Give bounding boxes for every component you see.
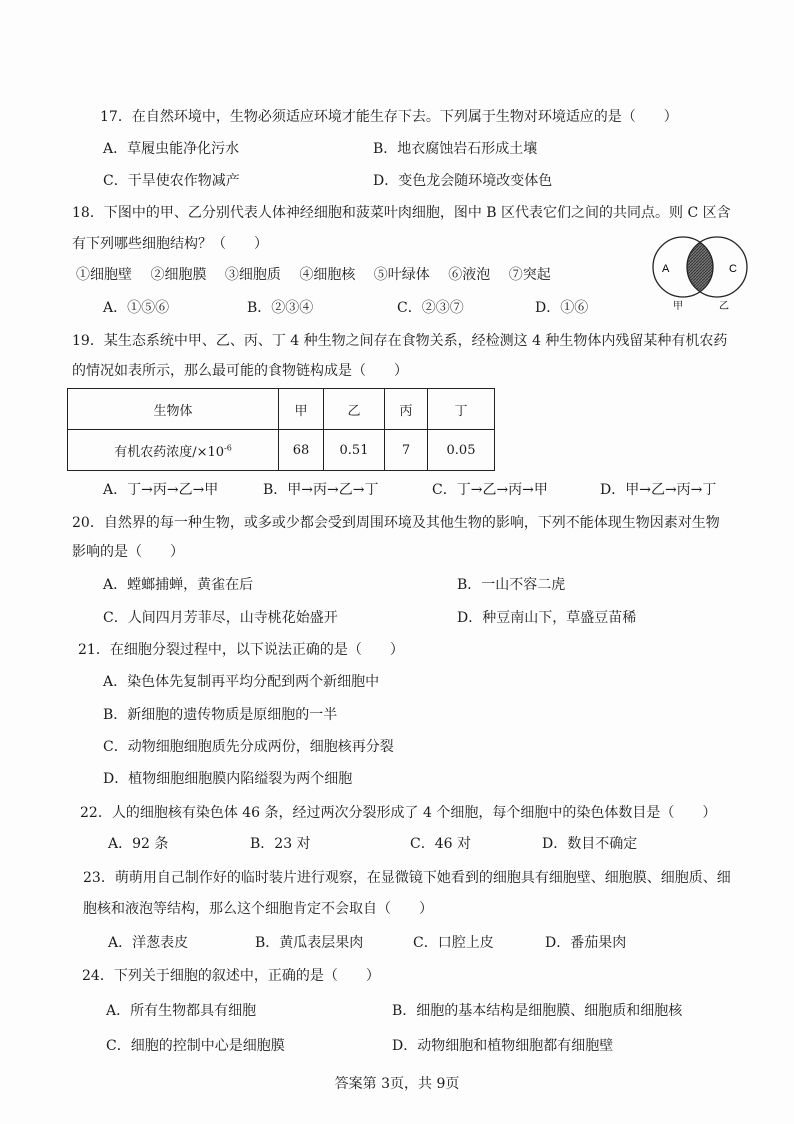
q18-option-d: D．①⑥ xyxy=(535,300,589,316)
q21-option-c: C．动物细胞细胞质先分成两份，细胞核再分裂 xyxy=(103,739,394,755)
q23-option-d: D．番茄果肉 xyxy=(545,935,627,951)
q19-option-b: B．甲→丙→乙→丁 xyxy=(263,482,379,498)
q20-stem-line2: 影响的是（ ） xyxy=(72,544,184,560)
table-row xyxy=(68,430,495,471)
q20-option-a: A．螳螂捕蝉，黄雀在后 xyxy=(103,577,254,593)
q22-stem: 22．人的细胞核有染色体 46 条，经过两次分裂形成了 4 个细胞，每个细胞中的染色体数目是（ ） xyxy=(80,805,717,821)
q17-option-a: A．草履虫能净化污水 xyxy=(103,141,240,157)
q21-stem: 21．在细胞分裂过程中，以下说法正确的是（ ） xyxy=(78,642,404,658)
q24-option-a: A．所有生物都具有细胞 xyxy=(106,1003,257,1019)
q17-stem: 17．在自然环境中，生物必须适应环境才能生存下去。下列属于生物对环境适应的是（ ） xyxy=(100,109,678,125)
q19-stem-line1: 19．某生态系统中甲、乙、丙、丁 4 种生物之间存在食物关系，经检测这 4 种生物体内残留某种有机农药 xyxy=(72,333,728,349)
q24-option-d: D．动物细胞和植物细胞都有细胞壁 xyxy=(392,1038,614,1054)
venn-diagram xyxy=(645,236,755,314)
q24-option-b: B．细胞的基本结构是细胞膜、细胞质和细胞核 xyxy=(392,1003,683,1019)
venn-name-left: 甲 xyxy=(673,301,683,312)
q18-option-a: A．①⑤⑥ xyxy=(103,300,170,316)
q23-option-a: A．洋葱表皮 xyxy=(108,935,189,951)
q22-option-a: A．92 条 xyxy=(108,836,169,852)
q23-stem-line2: 胞核和液泡等结构，那么这个细胞肯定不会取自（ ） xyxy=(83,901,433,917)
q18-structure-list: ①细胞壁 ②细胞膜 ③细胞质 ④细胞核 ⑤叶绿体 ⑥液泡 ⑦突起 xyxy=(76,267,551,283)
q18-stem-line1: 18．下图中的甲、乙分别代表人体神经细胞和菠菜叶肉细胞，图中 B 区代表它们之间的共同点。则 C 区含 xyxy=(72,205,731,221)
table-header-jia: 甲 xyxy=(279,389,324,430)
q22-option-c: C．46 对 xyxy=(410,836,471,852)
q20-option-c: C．人间四月芳菲尽，山寺桃花始盛开 xyxy=(103,610,338,626)
venn-label-a: A xyxy=(662,263,670,275)
q19-option-c: C．丁→乙→丙→甲 xyxy=(432,482,548,498)
table-header-ding: 丁 xyxy=(428,389,495,430)
q20-stem-line1: 20．自然界的每一种生物，或多或少都会受到周围环境及其他生物的影响，下列不能体现生物因素对生物 xyxy=(72,515,720,531)
table-cell-jia: 68 xyxy=(279,430,324,471)
table-header-organism: 生物体 xyxy=(68,389,279,430)
q18-stem-line2: 有下列哪些细胞结构？（ ） xyxy=(72,236,268,252)
q21-option-d: D．植物细胞细胞膜内陷缢裂为两个细胞 xyxy=(103,771,353,787)
table-cell-bing: 7 xyxy=(385,430,428,471)
q19-option-a: A．丁→丙→乙→甲 xyxy=(103,482,219,498)
q23-option-c: C．口腔上皮 xyxy=(413,935,494,951)
q23-option-b: B．黄瓜表层果肉 xyxy=(255,935,364,951)
table-header-yi: 乙 xyxy=(324,389,385,430)
venn-label-c: C xyxy=(729,263,737,275)
table-cell-ding: 0.05 xyxy=(428,430,495,471)
q21-option-b: B．新细胞的遗传物质是原细胞的一半 xyxy=(103,707,338,723)
venn-name-right: 乙 xyxy=(719,301,729,312)
q17-option-b: B．地衣腐蚀岩石形成土壤 xyxy=(373,141,538,157)
q20-option-d: D．种豆南山下，草盛豆苗稀 xyxy=(457,610,637,626)
q22-option-d: D．数目不确定 xyxy=(542,836,638,852)
table-cell-yi: 0.51 xyxy=(324,430,385,471)
q22-option-b: B．23 对 xyxy=(250,836,311,852)
q18-option-c: C．②③⑦ xyxy=(397,300,464,316)
q17-option-c: C．干旱使农作物减产 xyxy=(103,173,240,189)
q18-option-b: B．②③④ xyxy=(247,300,314,316)
q24-option-c: C．细胞的控制中心是细胞膜 xyxy=(106,1038,285,1054)
page-footer: 答案第 3页，共 9页 xyxy=(334,1076,460,1092)
pesticide-table xyxy=(67,388,495,471)
q17-option-d: D．变色龙会随环境改变体色 xyxy=(373,173,553,189)
q24-stem: 24．下列关于细胞的叙述中，正确的是（ ） xyxy=(82,968,380,984)
table-header-row xyxy=(68,389,495,430)
table-header-bing: 丙 xyxy=(385,389,428,430)
q19-stem-line2: 的情况如表所示，那么最可能的食物链构成是（ ） xyxy=(72,363,408,379)
q23-stem-line1: 23．萌萌用自己制作好的临时装片进行观察，在显微镜下她看到的细胞具有细胞壁、细胞膜、细胞质、细 xyxy=(83,870,731,886)
q21-option-a: A．染色体先复制再平均分配到两个新细胞中 xyxy=(103,674,380,690)
q19-option-d: D．甲→乙→丙→丁 xyxy=(600,482,717,498)
table-row-label: 有机农药浓度$/\times 10^{-6}$ xyxy=(68,430,279,471)
q20-option-b: B．一山不容二虎 xyxy=(457,577,566,593)
